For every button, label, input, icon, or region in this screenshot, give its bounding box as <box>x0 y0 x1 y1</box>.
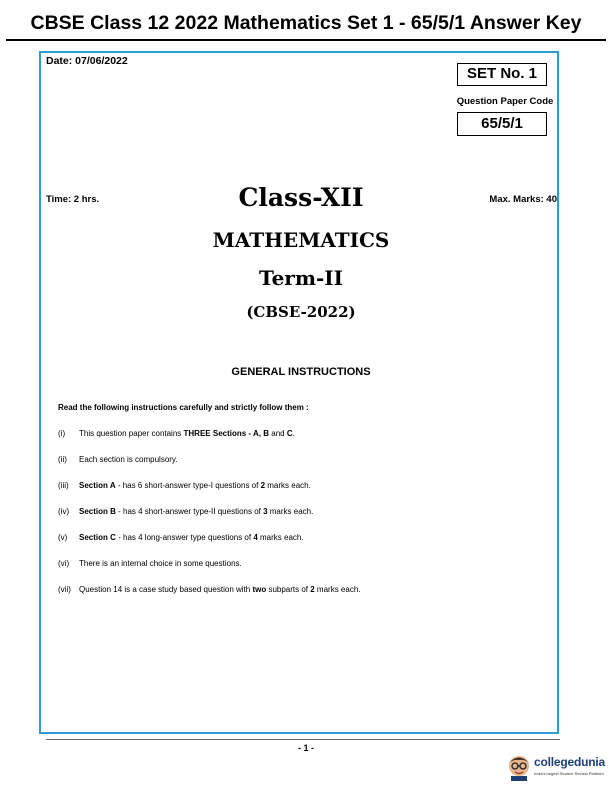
instruction-text: and <box>269 429 287 438</box>
instruction-text: Each section is compulsory. <box>79 455 178 464</box>
instruction-text: marks each. <box>314 585 361 594</box>
question-paper-code-label: Question Paper Code <box>456 96 554 107</box>
instruction-text: marks each. <box>267 507 314 516</box>
instruction-text: There is an internal choice in some questions. <box>79 559 242 568</box>
instruction-number: (vi) <box>58 559 70 568</box>
mascot-icon <box>506 753 532 781</box>
instruction-bold: C <box>286 429 293 438</box>
exam-date: Date: 07/06/2022 <box>46 55 128 67</box>
logo-tagline: India's largest Student Review Platform <box>534 771 604 776</box>
instruction-bold: Section C <box>79 533 116 542</box>
class-title: Class-XII <box>238 183 364 212</box>
page-frame <box>39 51 559 734</box>
instruction-text: marks each. <box>257 533 304 542</box>
instruction-bold: Section B <box>79 507 116 516</box>
instruction-bold: 2 <box>260 481 266 490</box>
instruction-item <box>58 559 242 568</box>
instruction-text: This question paper contains <box>79 429 184 438</box>
logo-name: collegedunia <box>534 755 605 769</box>
header-underline <box>6 39 606 41</box>
instruction-item <box>58 585 361 594</box>
max-marks: Max. Marks: 40 <box>489 194 557 205</box>
instruction-item <box>58 507 313 516</box>
instruction-number: (vii) <box>58 585 71 594</box>
instruction-number: (iii) <box>58 481 69 490</box>
instruction-bold: two <box>252 585 267 594</box>
footer-divider <box>46 739 560 740</box>
instruction-text: - has 4 short-answer type-II questions of <box>115 507 264 516</box>
board-title: (CBSE-2022) <box>246 303 356 321</box>
instruction-text: Question 14 is a case study based question with <box>79 585 253 594</box>
instruction-bold: 2 <box>310 585 315 594</box>
instruction-text: - has 4 long-answer type questions of <box>115 533 254 542</box>
page-number: - 1 - <box>297 743 314 753</box>
instructions-intro: Read the following instructions carefully and strictly follow them : <box>58 403 309 412</box>
instruction-item <box>58 429 295 438</box>
instruction-item <box>58 455 178 464</box>
instruction-number: (iv) <box>58 507 70 516</box>
instruction-bold: THREE Sections - A, B <box>183 429 270 438</box>
instruction-item <box>58 533 304 542</box>
collegedunia-logo <box>506 753 606 783</box>
instruction-number: (i) <box>58 429 66 438</box>
header-title: CBSE Class 12 2022 Mathematics Set 1 - 65/5/1 Answer Key <box>30 12 582 34</box>
instruction-bold: Section A <box>79 481 116 490</box>
instruction-bold: 3 <box>263 507 268 516</box>
instruction-item <box>58 481 311 490</box>
subject-title: MATHEMATICS <box>212 228 390 252</box>
exam-time: Time: 2 hrs. <box>46 194 100 205</box>
instruction-text: . <box>292 429 295 438</box>
term-title: Term-II <box>258 266 344 290</box>
instruction-number: (v) <box>58 533 68 542</box>
document-header <box>0 7 612 37</box>
question-paper-code-box: 65/5/1 <box>457 112 547 136</box>
set-number-box: SET No. 1 <box>457 63 547 86</box>
instruction-number: (ii) <box>58 455 67 464</box>
general-instructions-heading: GENERAL INSTRUCTIONS <box>231 366 371 378</box>
instruction-text: subparts of <box>266 585 311 594</box>
instruction-text: - has 6 short-answer type-I questions of <box>115 481 261 490</box>
instruction-bold: 4 <box>253 533 258 542</box>
instruction-text: marks each. <box>265 481 311 490</box>
